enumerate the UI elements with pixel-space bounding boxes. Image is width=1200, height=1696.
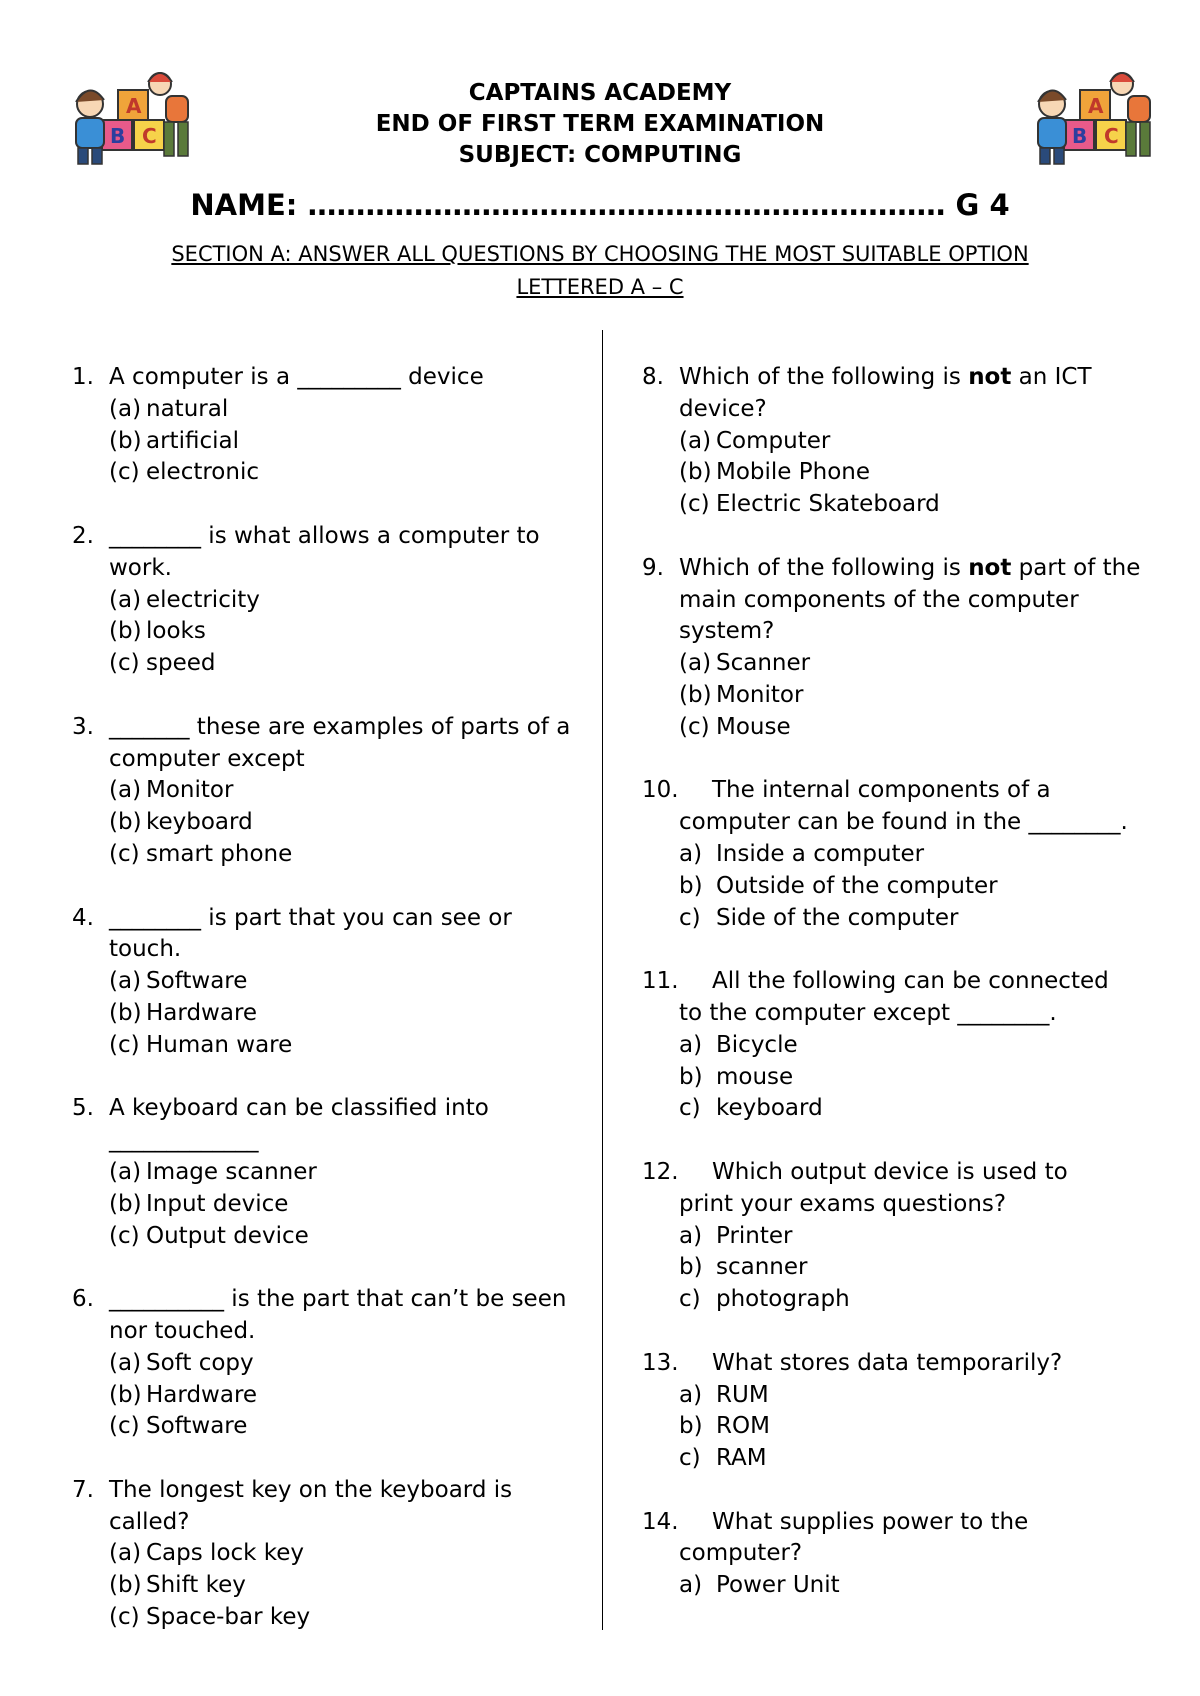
answer-option xyxy=(109,426,572,458)
question-emphasis: not xyxy=(968,554,1012,581)
question-body xyxy=(679,553,1152,744)
option-text: Computer xyxy=(716,427,831,454)
question-item xyxy=(642,553,1152,744)
option-text: Software xyxy=(146,968,248,995)
answer-option xyxy=(679,712,1152,744)
answer-option xyxy=(109,394,572,426)
option-list xyxy=(109,966,572,1061)
question-text xyxy=(679,553,1152,648)
option-text: electronic xyxy=(146,459,259,486)
option-letter: (b) xyxy=(109,427,142,454)
option-text: Monitor xyxy=(146,777,234,804)
section-line-2: LETTERED A – C xyxy=(516,275,684,299)
name-field: NAME: ………………………………………………………… G 4 xyxy=(190,188,1010,222)
question-text-part: part of the main components of the computer system? xyxy=(679,554,1141,645)
answer-option xyxy=(109,1157,572,1189)
option-letter: (c) xyxy=(109,840,140,867)
option-letter: (a) xyxy=(109,395,142,422)
question-number: 4. xyxy=(72,904,94,931)
answer-option xyxy=(679,839,1152,871)
option-letter: (a) xyxy=(679,427,712,454)
answer-option xyxy=(109,839,572,871)
option-letter: a) xyxy=(679,1222,703,1249)
option-letter: a) xyxy=(679,1031,703,1058)
question-item xyxy=(72,1284,572,1443)
question-text: What stores data temporarily? xyxy=(712,1349,1063,1376)
svg-text:C: C xyxy=(1104,124,1119,148)
option-letter: (b) xyxy=(679,459,712,486)
option-list xyxy=(109,775,572,870)
option-list xyxy=(679,648,1152,743)
question-body xyxy=(109,712,572,871)
question-body xyxy=(109,903,572,1062)
question-blank-line: _____________ xyxy=(109,1127,259,1154)
question-body xyxy=(679,1538,1152,1602)
question-item xyxy=(642,966,1152,1125)
question-text: ________ is what allows a computer to work. xyxy=(109,522,540,581)
option-text: Electric Skateboard xyxy=(716,491,940,518)
answer-option xyxy=(109,775,572,807)
option-letter: (a) xyxy=(109,1158,142,1185)
answer-option xyxy=(679,871,1152,903)
question-number: 12. xyxy=(642,1158,679,1185)
option-letter: (a) xyxy=(109,1540,142,1567)
answer-option xyxy=(109,1602,572,1634)
option-list xyxy=(679,1030,1152,1125)
questions-right-column xyxy=(642,362,1152,1634)
question-emphasis: not xyxy=(968,364,1012,390)
answer-option xyxy=(109,807,572,839)
option-letter: (c) xyxy=(109,1413,140,1440)
option-letter: c) xyxy=(679,1286,701,1313)
question-text-continued: computer? xyxy=(679,1540,803,1567)
option-text: Power Unit xyxy=(716,1572,840,1599)
question-first-line xyxy=(642,1507,1152,1539)
option-text: keyboard xyxy=(146,809,253,836)
option-text: Space-bar key xyxy=(146,1604,311,1631)
answer-option xyxy=(109,1411,572,1443)
option-text: Image scanner xyxy=(146,1158,317,1185)
question-body xyxy=(679,1380,1152,1475)
option-letter: (b) xyxy=(109,1381,142,1408)
answer-option xyxy=(679,680,1152,712)
exam-title: END OF FIRST TERM EXAMINATION xyxy=(375,111,825,137)
answer-option xyxy=(109,1189,572,1221)
option-list xyxy=(679,426,1152,521)
option-text: Hardware xyxy=(146,999,258,1026)
option-text: RUM xyxy=(716,1381,769,1408)
option-list xyxy=(109,1348,572,1443)
option-text: Printer xyxy=(716,1222,793,1249)
answer-option xyxy=(109,998,572,1030)
question-item xyxy=(642,362,1152,521)
option-text: Shift key xyxy=(146,1572,246,1599)
question-body xyxy=(679,1189,1152,1316)
answer-option xyxy=(109,585,572,617)
answer-option xyxy=(109,648,572,680)
option-letter: a) xyxy=(679,840,703,867)
svg-text:C: C xyxy=(142,124,157,148)
option-text: mouse xyxy=(716,1063,794,1090)
option-text: photograph xyxy=(716,1286,850,1313)
answer-option xyxy=(109,1030,572,1062)
option-text: natural xyxy=(146,395,229,422)
question-text: ________ is part that you can see or touch. xyxy=(109,904,512,963)
question-text: A computer is a _________ device xyxy=(109,364,484,390)
question-text-part: an ICT device? xyxy=(679,364,1092,422)
option-letter: (c) xyxy=(109,1031,140,1058)
question-body xyxy=(109,521,572,680)
option-text: Caps lock key xyxy=(146,1540,305,1567)
question-text: A keyboard can be classified into xyxy=(109,1095,489,1122)
option-list xyxy=(109,585,572,680)
option-text: electricity xyxy=(146,586,260,613)
svg-text:A: A xyxy=(1088,94,1104,118)
option-letter: (a) xyxy=(109,1349,142,1376)
option-letter: c) xyxy=(679,904,701,931)
question-text: What supplies power to the xyxy=(712,1508,1029,1535)
section-instructions xyxy=(80,238,1120,304)
section-line-1: SECTION A: ANSWER ALL QUESTIONS BY CHOOSING THE MOST SUITABLE OPTION xyxy=(171,242,1029,266)
option-list xyxy=(109,1538,572,1633)
answer-option xyxy=(109,1570,572,1602)
question-number: 9. xyxy=(642,554,664,581)
question-number: 8. xyxy=(642,364,664,390)
option-letter: a) xyxy=(679,1381,703,1408)
option-text: Mobile Phone xyxy=(716,459,871,486)
question-item xyxy=(642,1348,1152,1475)
answer-option xyxy=(679,426,1152,458)
question-text-continued: print your exams questions? xyxy=(679,1190,1007,1217)
answer-option xyxy=(679,1411,1152,1443)
option-letter: b) xyxy=(679,1413,703,1440)
answer-option xyxy=(679,489,1152,521)
option-text: Outside of the computer xyxy=(716,872,998,899)
option-text: looks xyxy=(146,618,206,645)
svg-text:B: B xyxy=(110,124,126,148)
question-number: 7. xyxy=(72,1476,94,1503)
question-text: The longest key on the keyboard is called? xyxy=(109,1476,513,1535)
option-letter: (c) xyxy=(109,459,140,486)
option-text: smart phone xyxy=(146,840,293,867)
option-letter: (c) xyxy=(109,650,140,677)
option-letter: (b) xyxy=(109,1190,142,1217)
option-letter: (b) xyxy=(109,999,142,1026)
question-first-line xyxy=(642,1348,1152,1380)
question-item xyxy=(72,1475,572,1634)
option-letter: c) xyxy=(679,1095,701,1122)
option-text: Monitor xyxy=(716,681,804,708)
option-letter: (b) xyxy=(109,618,142,645)
option-text: Inside a computer xyxy=(716,840,925,867)
option-letter: b) xyxy=(679,1063,703,1090)
option-letter: (c) xyxy=(679,491,710,518)
option-list xyxy=(679,1221,1152,1316)
questions-left-column xyxy=(72,362,572,1666)
question-number: 3. xyxy=(72,713,94,740)
option-text: Mouse xyxy=(716,713,791,740)
answer-option xyxy=(679,1093,1152,1125)
question-item xyxy=(642,1507,1152,1602)
question-item xyxy=(642,775,1152,934)
question-item xyxy=(72,903,572,1062)
question-number: 13. xyxy=(642,1349,679,1376)
answer-option xyxy=(679,457,1152,489)
answer-option xyxy=(679,1221,1152,1253)
option-letter: (b) xyxy=(109,1572,142,1599)
option-text: Side of the computer xyxy=(716,904,959,931)
answer-option xyxy=(679,1062,1152,1094)
question-first-line xyxy=(642,775,1152,807)
option-letter: b) xyxy=(679,872,703,899)
option-letter: (a) xyxy=(109,586,142,613)
option-list xyxy=(679,1380,1152,1475)
option-text: ROM xyxy=(716,1413,770,1440)
answer-option xyxy=(109,457,572,489)
option-text: Soft copy xyxy=(146,1349,254,1376)
question-text: All the following can be connected xyxy=(712,968,1109,995)
option-letter: (a) xyxy=(679,650,712,677)
option-letter: (c) xyxy=(109,1222,140,1249)
option-text: Software xyxy=(146,1413,248,1440)
answer-option xyxy=(679,903,1152,935)
option-text: RAM xyxy=(716,1445,767,1472)
option-list xyxy=(109,394,572,489)
answer-option xyxy=(679,1570,1152,1602)
answer-option xyxy=(679,648,1152,680)
question-text: __________ is the part that can’t be seen nor touched. xyxy=(109,1286,567,1344)
question-text-part: Which of the following is xyxy=(679,554,969,581)
answer-option xyxy=(679,1443,1152,1475)
question-body xyxy=(679,998,1152,1125)
question-number: 6. xyxy=(72,1286,94,1313)
option-list xyxy=(679,839,1152,934)
question-body xyxy=(679,807,1152,934)
option-text: artificial xyxy=(146,427,239,454)
option-text: scanner xyxy=(716,1254,808,1281)
answer-option xyxy=(679,1380,1152,1412)
option-letter: (b) xyxy=(679,681,712,708)
question-item xyxy=(72,1093,572,1252)
answer-option xyxy=(109,1380,572,1412)
svg-text:B: B xyxy=(1072,124,1088,148)
question-number: 2. xyxy=(72,522,94,549)
question-first-line xyxy=(642,966,1152,998)
answer-option xyxy=(679,1284,1152,1316)
column-divider xyxy=(602,330,603,1630)
option-text: Scanner xyxy=(716,650,811,677)
option-letter: a) xyxy=(679,1572,703,1599)
answer-option xyxy=(679,1030,1152,1062)
option-letter: (a) xyxy=(109,777,142,804)
question-number: 10. xyxy=(642,777,679,804)
question-number: 14. xyxy=(642,1508,679,1535)
option-list xyxy=(109,1157,572,1252)
option-text: Bicycle xyxy=(716,1031,798,1058)
question-text-continued: computer can be found in the ________. xyxy=(679,809,1128,836)
svg-text:A: A xyxy=(126,94,142,118)
question-text: _______ these are examples of parts of a computer except xyxy=(109,713,571,772)
question-first-line xyxy=(642,1157,1152,1189)
question-body xyxy=(109,1475,572,1634)
subject-title: SUBJECT: COMPUTING xyxy=(458,142,742,168)
answer-option xyxy=(109,616,572,648)
answer-option xyxy=(109,966,572,998)
option-letter: b) xyxy=(679,1254,703,1281)
option-letter: (a) xyxy=(109,968,142,995)
question-item xyxy=(72,521,572,680)
school-name: CAPTAINS ACADEMY xyxy=(468,80,732,106)
option-text: Output device xyxy=(146,1222,309,1249)
question-body xyxy=(109,362,572,489)
option-text: Input device xyxy=(146,1190,289,1217)
question-text xyxy=(679,362,1152,426)
question-item xyxy=(72,362,572,489)
option-text: speed xyxy=(146,650,216,677)
option-letter: (c) xyxy=(109,1604,140,1631)
question-number: 11. xyxy=(642,968,679,995)
answer-option xyxy=(679,1252,1152,1284)
option-text: keyboard xyxy=(716,1095,823,1122)
question-text-part: Which of the following is xyxy=(679,364,969,390)
question-number: 1. xyxy=(72,364,94,390)
option-letter: c) xyxy=(679,1445,701,1472)
question-text-continued: to the computer except ________. xyxy=(679,999,1057,1026)
question-item xyxy=(642,1157,1152,1316)
answer-option xyxy=(109,1538,572,1570)
option-list xyxy=(679,1570,1152,1602)
option-letter: (c) xyxy=(679,713,710,740)
question-item xyxy=(72,712,572,871)
answer-option xyxy=(109,1348,572,1380)
option-text: Hardware xyxy=(146,1381,258,1408)
question-number: 5. xyxy=(72,1095,94,1122)
question-body xyxy=(109,1284,572,1443)
exam-header xyxy=(0,78,1200,171)
option-text: Human ware xyxy=(146,1031,293,1058)
question-text: The internal components of a xyxy=(712,777,1051,804)
question-body xyxy=(109,1093,572,1252)
option-letter: (b) xyxy=(109,809,142,836)
question-body xyxy=(679,362,1152,521)
question-text: Which output device is used to xyxy=(712,1158,1068,1185)
answer-option xyxy=(109,1221,572,1253)
